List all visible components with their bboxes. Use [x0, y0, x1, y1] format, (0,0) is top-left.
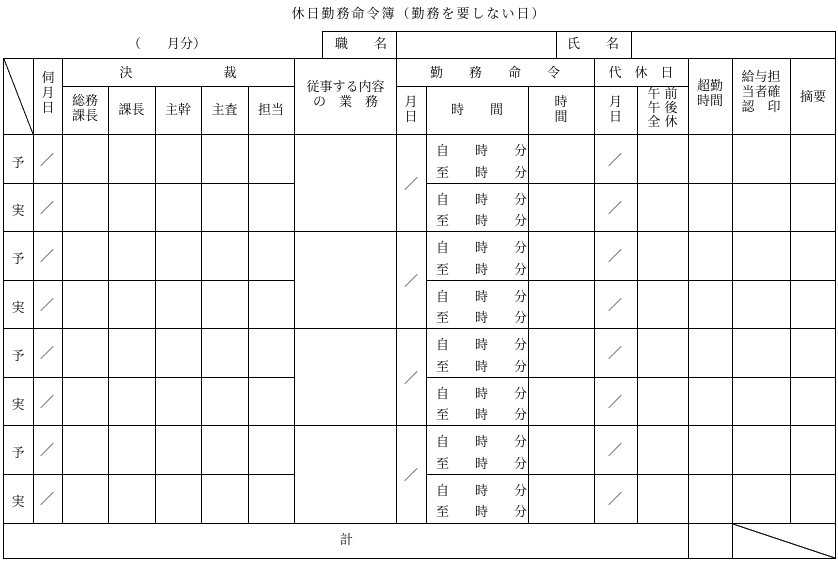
- time-from: 自 時 分: [436, 290, 528, 305]
- row-label-8: 実: [11, 495, 25, 510]
- row-label-4: 実: [11, 301, 25, 316]
- position-label: 職 名: [335, 37, 388, 52]
- col-daikyu-date: 月 日: [608, 95, 622, 125]
- col-daikyu: 代 休 日: [608, 66, 674, 81]
- date-slash: ／: [40, 346, 54, 362]
- daikyu-date-slash: ／: [608, 201, 622, 217]
- col-jikan2: 時 間: [554, 95, 568, 125]
- time-to: 至 時 分: [436, 360, 528, 375]
- time-to: 至 時 分: [436, 457, 528, 472]
- kinmu-date-slash: ／: [404, 371, 418, 387]
- col-date: 伺 月 日: [41, 71, 55, 116]
- col-kessai: 決 裁: [119, 66, 237, 81]
- col-kyuyo: 給与担 当者確 認 印: [741, 70, 781, 115]
- daikyu-date-slash: ／: [608, 249, 622, 265]
- col-kacho: 課長: [118, 103, 145, 118]
- total-label: 計: [340, 533, 354, 548]
- col-gyomu: 従事する内容 の 業 務: [306, 80, 385, 110]
- daikyu-date-slash: ／: [608, 346, 622, 362]
- time-from: 自 時 分: [436, 484, 528, 499]
- kinmu-date-slash: ／: [404, 177, 418, 193]
- row-label-7: 予: [11, 446, 25, 461]
- time-to: 至 時 分: [436, 311, 528, 326]
- daikyu-date-slash: ／: [608, 443, 622, 459]
- time-to: 至 時 分: [436, 166, 528, 181]
- date-slash: ／: [40, 395, 54, 411]
- col-tanto: 担当: [257, 103, 284, 118]
- daikyu-date-slash: ／: [608, 153, 622, 169]
- time-from: 自 時 分: [436, 338, 528, 353]
- time-from: 自 時 分: [436, 241, 528, 256]
- col-kinmu-date: 月 日: [404, 95, 418, 125]
- time-from: 自 時 分: [436, 193, 528, 208]
- col-kinmu-meirei: 勤 務 命 令: [429, 66, 560, 81]
- col-soumu: 総務 課長: [71, 94, 98, 124]
- col-daikyu-type: 午 前 午 後 全 休: [647, 87, 678, 130]
- form-title: 休日勤務命令簿（勤務を要しない日）: [291, 7, 547, 22]
- daikyu-date-slash: ／: [608, 395, 622, 411]
- row-label-2: 実: [11, 204, 25, 219]
- date-slash: ／: [40, 249, 54, 265]
- row-label-5: 予: [11, 349, 25, 364]
- date-slash: ／: [40, 443, 54, 459]
- time-to: 至 時 分: [436, 214, 528, 229]
- date-slash: ／: [40, 201, 54, 217]
- col-chokin: 超勤 時間: [696, 79, 723, 109]
- name-label: 氏 名: [567, 37, 620, 52]
- date-slash: ／: [40, 153, 54, 169]
- daikyu-date-slash: ／: [608, 492, 622, 508]
- time-to: 至 時 分: [436, 408, 528, 423]
- kinmu-date-slash: ／: [404, 468, 418, 484]
- month-label: （ 月分）: [128, 37, 207, 52]
- time-to: 至 時 分: [436, 505, 528, 520]
- kinmu-date-slash: ／: [404, 274, 418, 290]
- position-field[interactable]: [398, 32, 555, 57]
- name-field[interactable]: [633, 32, 834, 57]
- time-from: 自 時 分: [436, 435, 528, 450]
- date-slash: ／: [40, 492, 54, 508]
- row-label-3: 予: [11, 252, 25, 267]
- time-from: 自 時 分: [436, 144, 528, 159]
- col-tekiyo: 摘要: [799, 90, 826, 105]
- row-label-1: 予: [11, 156, 25, 171]
- daikyu-date-slash: ／: [608, 298, 622, 314]
- col-shukan: 主幹: [164, 103, 191, 118]
- col-shusa: 主査: [211, 103, 238, 118]
- col-jikan: 時 間: [450, 103, 503, 118]
- row-label-6: 実: [11, 398, 25, 413]
- time-to: 至 時 分: [436, 263, 528, 278]
- date-slash: ／: [40, 298, 54, 314]
- time-from: 自 時 分: [436, 387, 528, 402]
